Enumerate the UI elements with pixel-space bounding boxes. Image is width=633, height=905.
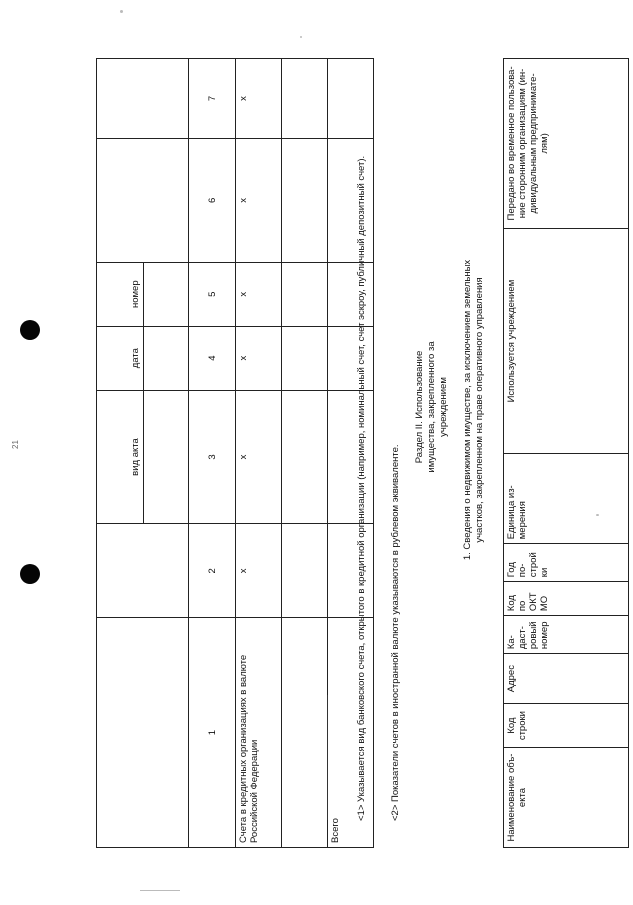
header-cell-6 [97, 138, 189, 262]
property-table-header-row [504, 59, 629, 848]
row-label: Счета в кредитных организациях в валюте Российской Федерации [236, 618, 282, 848]
table-cell [282, 262, 328, 326]
column-number-row [189, 59, 236, 848]
accounts-table [96, 58, 374, 848]
table-cell [282, 390, 328, 524]
row-label [282, 618, 328, 848]
column-number: 6 [189, 138, 236, 262]
header-sub-cell [144, 262, 189, 326]
column-header-cadastral: Ка- даст- ровый номер [504, 616, 629, 654]
table-cell [282, 138, 328, 262]
column-header-used: Используется учреждением [504, 228, 629, 454]
header-sub-cell [144, 390, 189, 524]
column-number: 1 [189, 618, 236, 848]
property-table [503, 58, 629, 848]
section-subtitle: 1. Сведения о недвижимом имуществе, за исключением земельных участков, закрепленном на праве оперативного управления [462, 259, 485, 561]
row-label: Всего [328, 618, 374, 848]
table-header-row [97, 59, 144, 848]
column-number: 7 [189, 59, 236, 139]
column-header-year: Год по- строй ки [504, 544, 629, 582]
header-number: номер [97, 262, 144, 326]
column-header-row-code: Код строки [504, 704, 629, 748]
table-cell: х [236, 326, 282, 390]
footnote-2: <2> Показатели счетов в иностранной валюте указываются в рублевом эквиваленте. [390, 444, 401, 821]
column-header-unit: Единица из- мерения [504, 454, 629, 544]
table-cell: х [236, 59, 282, 139]
column-number: 4 [189, 326, 236, 390]
column-header-oktmo: Код по ОКТ МО [504, 582, 629, 616]
header-cell-2 [97, 524, 189, 618]
section-title: Раздел II. Использование имущества, закрепленного за учреждением [414, 341, 449, 473]
footnote-divider [327, 695, 328, 820]
page-marker: 21 [10, 440, 20, 449]
table-cell: х [236, 390, 282, 524]
table-cell [282, 59, 328, 139]
table-cell [282, 524, 328, 618]
header-cell-1 [97, 618, 189, 848]
header-cell-7 [97, 59, 189, 139]
header-date: дата [97, 326, 144, 390]
table-cell: х [236, 138, 282, 262]
footnote-1: <1> Указывается вид банковского счета, открытого в кредитной организации (например, номинальный счет, счет эскроу, публичный депозитный счет). [356, 155, 367, 821]
column-number: 3 [189, 390, 236, 524]
header-sub-cell [144, 326, 189, 390]
column-header-transferred: Передано во временное пользова- ние сторонним организациям (ин- дивидуальным предпринимате- лям) [504, 59, 629, 229]
header-act-type: вид акта [97, 390, 144, 524]
column-header-object-name: Наименование объ- екта [504, 748, 629, 848]
column-number: 2 [189, 524, 236, 618]
column-header-address: Адрес [504, 654, 629, 704]
table-row [282, 59, 328, 848]
table-row [236, 59, 282, 848]
table-cell: х [236, 524, 282, 618]
table-cell: х [236, 262, 282, 326]
table-cell [282, 326, 328, 390]
column-number: 5 [189, 262, 236, 326]
